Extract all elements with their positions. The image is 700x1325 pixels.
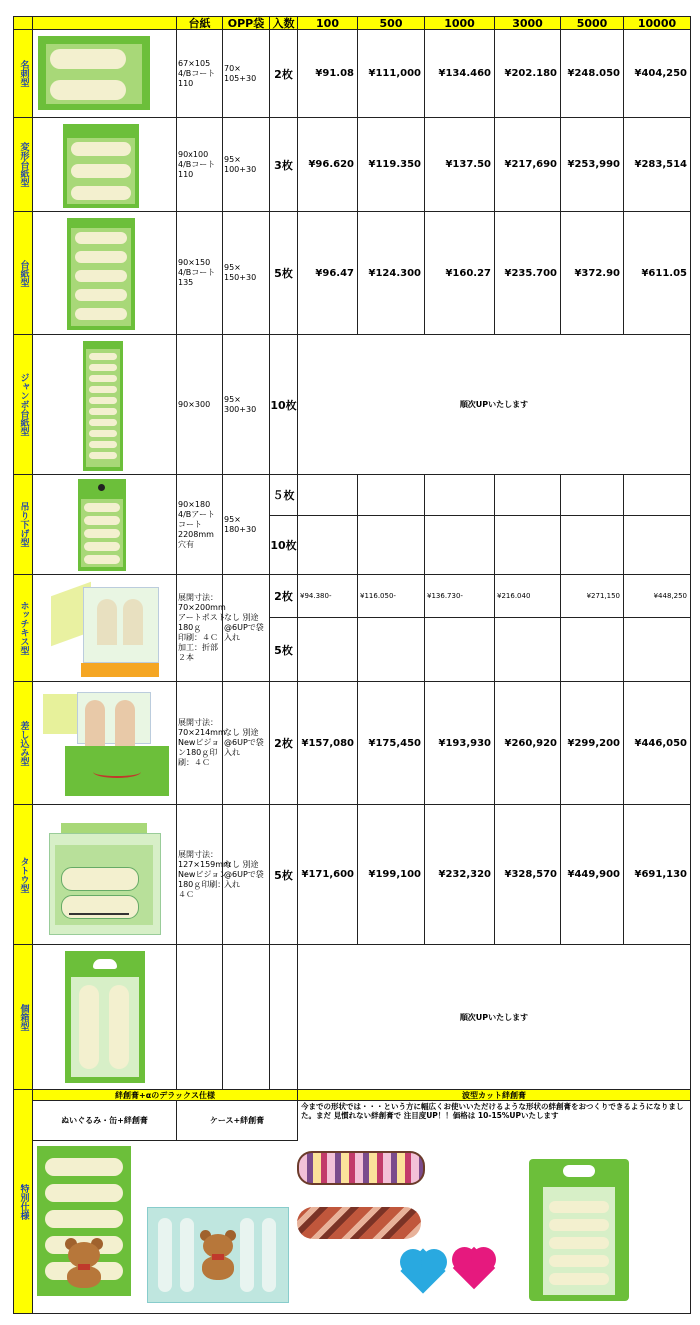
price: ¥157,080 bbox=[298, 682, 358, 805]
price: ¥96.620 bbox=[298, 118, 358, 212]
row-label: ホッチキス型 bbox=[13, 575, 33, 682]
price: ¥175,450 bbox=[358, 682, 425, 805]
paper-spec: 90×180 4/Bアートコート2208mm穴有 bbox=[177, 475, 223, 575]
product-image bbox=[78, 479, 126, 571]
price: ¥94.380- bbox=[298, 575, 358, 618]
paper-spec: 90×150 4/Bコート135 bbox=[177, 212, 223, 335]
patterned-bandage-image bbox=[297, 1207, 421, 1239]
opp-spec: なし 別途@6UPで袋入れ bbox=[223, 575, 270, 682]
empty-price bbox=[624, 516, 691, 575]
price: ¥111,000 bbox=[358, 30, 425, 118]
price: ¥328,570 bbox=[495, 805, 561, 945]
price: ¥119.350 bbox=[358, 118, 425, 212]
header-qty: 3000 bbox=[495, 16, 561, 30]
price: ¥448,250 bbox=[624, 575, 691, 618]
opp-spec: 95× 150+30 bbox=[223, 212, 270, 335]
header-blank-a bbox=[13, 16, 33, 30]
paper-spec: 67×105 4/Bコート110 bbox=[177, 30, 223, 118]
empty-price bbox=[425, 475, 495, 516]
product-image-cell bbox=[33, 575, 177, 682]
deluxe-sub-a: ぬいぐるみ・缶+絆創膏 bbox=[33, 1101, 177, 1141]
product-image-cell bbox=[33, 945, 177, 1090]
price: ¥253,990 bbox=[561, 118, 624, 212]
price: ¥235.700 bbox=[495, 212, 561, 335]
empty-count bbox=[270, 945, 298, 1090]
bear-icon bbox=[63, 1238, 105, 1288]
pink-heart-icon bbox=[451, 1247, 501, 1293]
count: ５枚 bbox=[270, 475, 298, 516]
empty-price bbox=[358, 618, 425, 682]
row-label: 変形台紙型 bbox=[13, 118, 33, 212]
product-image bbox=[83, 341, 123, 471]
header-count: 入数 bbox=[270, 16, 298, 30]
count: 5枚 bbox=[270, 805, 298, 945]
hang-tab-icon bbox=[563, 1165, 595, 1177]
hang-hole-icon bbox=[98, 484, 105, 491]
price: ¥404,250 bbox=[624, 30, 691, 118]
price: ¥299,200 bbox=[561, 682, 624, 805]
price: ¥449,900 bbox=[561, 805, 624, 945]
header-qty: 5000 bbox=[561, 16, 624, 30]
product-image bbox=[43, 690, 171, 800]
header-blank-b bbox=[33, 16, 177, 30]
opp-spec: 95× 300+30 bbox=[223, 335, 270, 475]
paper-spec: 展開寸法：127×159mm Newビジョン180ｇ印刷：４Ｃ bbox=[177, 805, 223, 945]
header-qty: 500 bbox=[358, 16, 425, 30]
row-label: タトウ型 bbox=[13, 805, 33, 945]
empty-price bbox=[624, 475, 691, 516]
paper-spec: 90x100 4/Bコート110 bbox=[177, 118, 223, 212]
price: ¥216.040 bbox=[495, 575, 561, 618]
header-opp: OPP袋 bbox=[223, 16, 270, 30]
empty-price bbox=[561, 475, 624, 516]
empty-price bbox=[425, 618, 495, 682]
empty-price bbox=[298, 475, 358, 516]
coming-soon-note: 順次UPいたします bbox=[298, 945, 691, 1090]
price: ¥271,150 bbox=[561, 575, 624, 618]
empty-price bbox=[358, 475, 425, 516]
price: ¥372.90 bbox=[561, 212, 624, 335]
price: ¥691,130 bbox=[624, 805, 691, 945]
blue-heart-icon bbox=[399, 1249, 451, 1295]
count: 10枚 bbox=[270, 516, 298, 575]
price: ¥611.05 bbox=[624, 212, 691, 335]
header-paper: 台紙 bbox=[177, 16, 223, 30]
paper-spec: 展開寸法：70×214mm Newビジョン180ｇ印刷：４Ｃ bbox=[177, 682, 223, 805]
coming-soon-note: 順次UPいたします bbox=[298, 335, 691, 475]
deluxe-sub-b: ケース+絆創膏 bbox=[177, 1101, 298, 1141]
product-image-cell bbox=[33, 30, 177, 118]
product-image-cell bbox=[33, 475, 177, 575]
opp-spec: なし 別途@6UPで袋入れ bbox=[223, 805, 270, 945]
row-label: 差し込み型 bbox=[13, 682, 33, 805]
count: 5枚 bbox=[270, 618, 298, 682]
price: ¥171,600 bbox=[298, 805, 358, 945]
product-image-cell bbox=[33, 212, 177, 335]
count: 10枚 bbox=[270, 335, 298, 475]
paper-spec: 展開寸法：70×200mm アートポスト180ｇ 印刷：４Ｃ 加工：折部２本 bbox=[177, 575, 223, 682]
empty-price bbox=[495, 516, 561, 575]
paper-spec: 90×300 bbox=[177, 335, 223, 475]
empty-price bbox=[495, 618, 561, 682]
price: ¥116.050- bbox=[358, 575, 425, 618]
opp-spec: 95× 180+30 bbox=[223, 475, 270, 575]
price: ¥202.180 bbox=[495, 30, 561, 118]
row-label: 台紙型 bbox=[13, 212, 33, 335]
row-label: 個箱型 bbox=[13, 945, 33, 1090]
deluxe-title: 絆創膏+αのデラックス仕様 bbox=[33, 1090, 298, 1101]
price: ¥248.050 bbox=[561, 30, 624, 118]
price: ¥260,920 bbox=[495, 682, 561, 805]
empty-price bbox=[298, 618, 358, 682]
price: ¥124.300 bbox=[358, 212, 425, 335]
count: 5枚 bbox=[270, 212, 298, 335]
price: ¥136.730- bbox=[425, 575, 495, 618]
price: ¥193,930 bbox=[425, 682, 495, 805]
special-images bbox=[33, 1141, 691, 1314]
hang-tab-icon bbox=[93, 959, 117, 969]
count: 3枚 bbox=[270, 118, 298, 212]
bear-case-image bbox=[147, 1207, 289, 1303]
empty-price bbox=[561, 618, 624, 682]
opp-spec: 70× 105+30 bbox=[223, 30, 270, 118]
row-label: 吊り下げ型 bbox=[13, 475, 33, 575]
empty-price bbox=[624, 618, 691, 682]
wave-description: 今までの形状では・・・という方に幅広くお使いいただけるような形状の絆創膏をおつくりできるようになりました。まだ 見慣れない絆創膏で 注目度UP！！価格は 10-15%UPいたします bbox=[298, 1101, 691, 1141]
price: ¥199,100 bbox=[358, 805, 425, 945]
count: 2枚 bbox=[270, 575, 298, 618]
empty-spec bbox=[177, 945, 223, 1090]
row-label: ジャンボ台紙型 bbox=[13, 335, 33, 475]
product-image bbox=[49, 823, 159, 933]
product-image bbox=[38, 36, 150, 110]
count: 2枚 bbox=[270, 30, 298, 118]
price: ¥134.460 bbox=[425, 30, 495, 118]
empty-price bbox=[358, 516, 425, 575]
bear-icon bbox=[198, 1230, 238, 1282]
price: ¥160.27 bbox=[425, 212, 495, 335]
special-label: 特別仕様 bbox=[13, 1090, 33, 1314]
product-image bbox=[65, 951, 145, 1083]
wave-card-image bbox=[529, 1159, 629, 1301]
product-image bbox=[51, 585, 171, 679]
empty-spec bbox=[223, 945, 270, 1090]
product-image-cell bbox=[33, 682, 177, 805]
header-qty: 10000 bbox=[624, 16, 691, 30]
empty-price bbox=[561, 516, 624, 575]
price: ¥283,514 bbox=[624, 118, 691, 212]
empty-price bbox=[495, 475, 561, 516]
row-label: 名刺型 bbox=[13, 30, 33, 118]
price: ¥217,690 bbox=[495, 118, 561, 212]
price: ¥137.50 bbox=[425, 118, 495, 212]
opp-spec: 95× 100+30 bbox=[223, 118, 270, 212]
empty-price bbox=[425, 516, 495, 575]
header-qty: 100 bbox=[298, 16, 358, 30]
empty-price bbox=[298, 516, 358, 575]
count: 2枚 bbox=[270, 682, 298, 805]
header-qty: 1000 bbox=[425, 16, 495, 30]
product-image-cell bbox=[33, 118, 177, 212]
opp-spec: なし 別途@6UPで袋入れ bbox=[223, 682, 270, 805]
price: ¥232,320 bbox=[425, 805, 495, 945]
price: ¥96.47 bbox=[298, 212, 358, 335]
product-image bbox=[67, 218, 135, 330]
price: ¥446,050 bbox=[624, 682, 691, 805]
price: ¥91.08 bbox=[298, 30, 358, 118]
product-image-cell bbox=[33, 335, 177, 475]
bear-card-image bbox=[37, 1146, 131, 1296]
product-image bbox=[63, 124, 139, 208]
wave-title: 波型カット絆創膏 bbox=[298, 1090, 691, 1101]
product-image-cell bbox=[33, 805, 177, 945]
floral-bandage-image bbox=[297, 1151, 425, 1185]
